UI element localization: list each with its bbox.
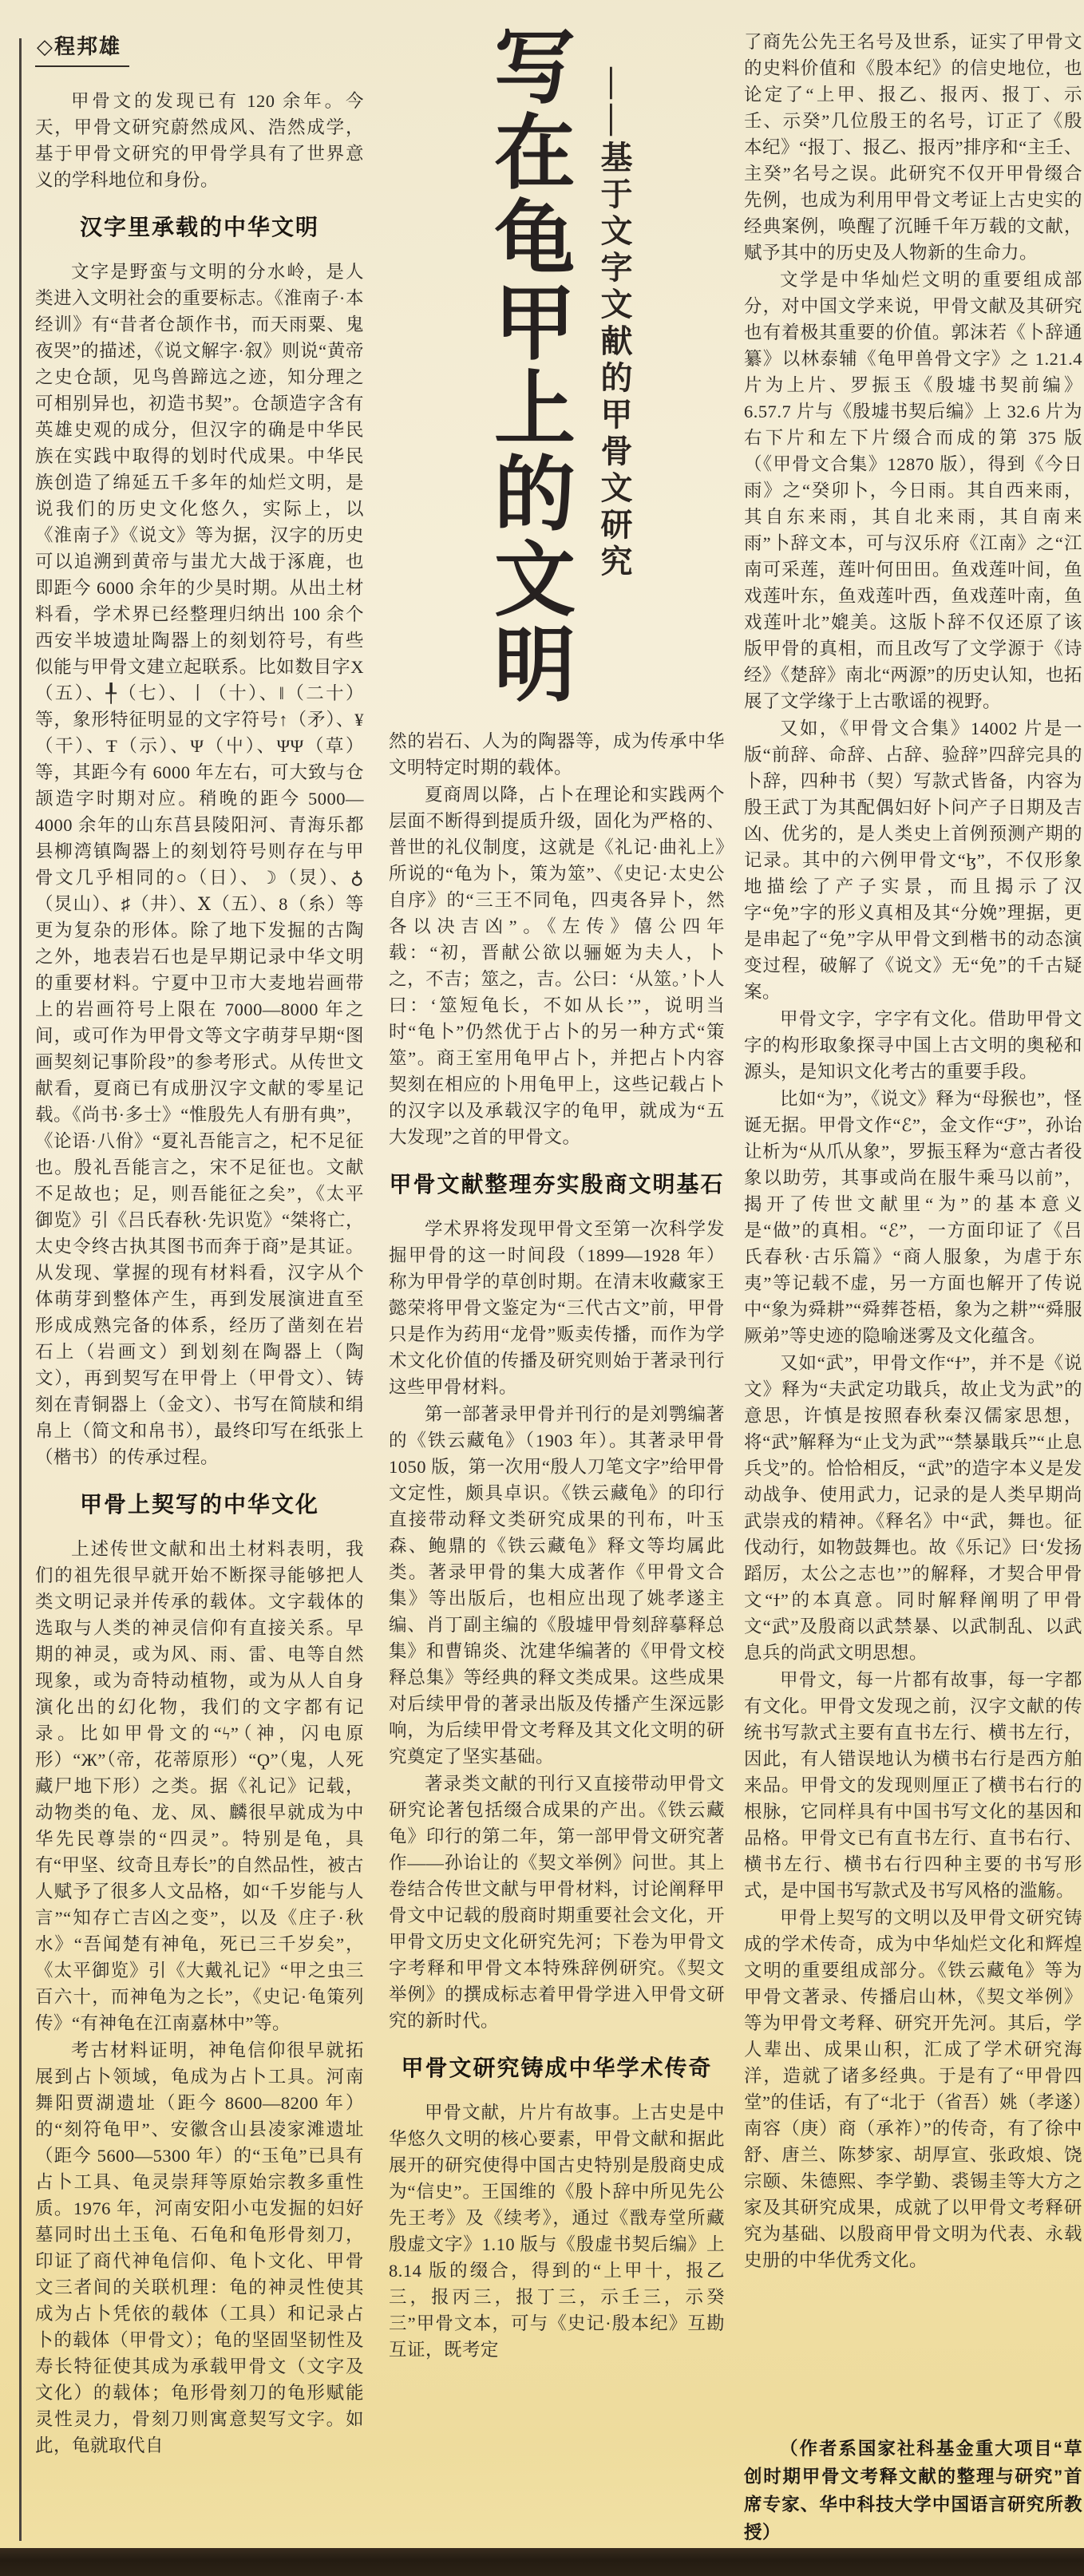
paragraph-divination: 夏商周以降，占卜在理论和实践两个层面不断得到提质升级，固化为严格的、普世的礼仪制度，这就是《礼记·曲礼上》所说的“龟为卜，策为筮”、《史记·太史公自序》的“三王不同龟，四夷各异卜，然各以决吉凶”。《左传》僖公四年载：“初，晋献公欲以骊姬为夫人，卜之，不吉；筮之，吉。公曰：‘从筮。’卜人曰：‘筮短龟长，不如从长’”，说明当时“龟卜”仍然优于占卜的另一种方式“策筮”。商王室用龟甲占卜，并把占卜内容契刻在相应的卜用龟甲上，这些记载占卜的汉字以及承载汉字的龟甲，就成为“五大发现”之首的甲骨文。 [389, 785, 725, 1147]
article-subtitle-vertical: ——基于文字文献的甲骨文研究 [596, 67, 632, 581]
page-bottom-border [0, 2548, 1084, 2576]
author-byline: ◇程邦雄 [35, 34, 129, 67]
paragraph-continuation: 了商先公先王名号及世系，证实了甲骨文的史料价值和《殷本纪》的信史地位，也论定了“上甲、报乙、报丙、报丁、示壬、示癸”几位殷王的名号，订正了《殷本纪》“报丁、报乙、报丙”排序和“主壬、主癸”名号之误。此研究不仅开甲骨缀合先例，也成为利用甲骨文考证上古史实的经典案例，唤醒了沉睡千年万载的文献，赋予其中的历史及人物新的生命力。 [744, 32, 1082, 263]
paragraph-literature-value: 文学是中华灿烂文明的重要组成部分，对中国文学来说，甲骨文献及其研究也有着极其重要的价值。郭沫若《卜辞通纂》以林泰辅《龟甲兽骨文字》之 1.21.4 片为上片、罗振玉《殷墟书契前编》6.57.7 片与《殷墟书契后编》上 32.6 片为右下片和左下片缀合而成的第 375 版（《甲骨文合集》12870 版），得到《今日雨》之“癸卯卜，今日雨。其自西来雨，其自东来雨，其自北来雨，其自南来雨”卜辞文本，可与汉乐府《江南》之“江南可采莲，莲叶何田田。鱼戏莲叶间，鱼戏莲叶东，鱼戏莲叶西，鱼戏莲叶南，鱼戏莲叶北”媲美。这版卜辞不仅还原了该版甲骨的真相，而且改写了文学源于《诗经》《楚辞》南北“两源”的历史认知，也拓展了文学缘于上古歌谣的视野。 [744, 270, 1082, 711]
column-2 [389, 728, 725, 2547]
paragraph-academic-legend: 甲骨文献，片片有故事。上古史是中华悠久文明的核心要素，甲骨文献和据此展开的研究使得中国古史特别是殷商史成为“信史”。王国维的《殷卜辞中所见先公先王考》及《续考》，通过《戬寿堂所藏殷虚文字》1.10 版与《殷虚书契后编》上 8.14 版的缀合，得到的“上甲十，报乙三，报丙三，报丁三，示壬三，示癸三”甲骨文本，可与《史记·殷本纪》互勘互证，既考定 [389, 2103, 725, 2360]
paragraph-wu-character: 又如“武”，甲骨文作“ϯ”，并不是《说文》释为“夫武定功戢兵，故止戈为武”的意思，许慎是按照春秋秦汉儒家思想，将“武”解释为“止戈为武”“禁暴戢兵”“止息兵戈”的。恰恰相反，“武”的造字本义是发动战争、使用武力，记录的是人类早期尚武崇戎的精神。《释名》中“武，舞也。征伐动行，如物鼓舞也。故《乐记》曰‘发扬蹈厉，太公之志也’”的解释，才契合甲骨文“ϯ”的本真意。同时解释阐明了甲骨文“武”及殷商以武禁暴、以武制乱、以武息兵的尚武文明思想。 [744, 1353, 1082, 1663]
paragraph-research-works: 著录类文献的刊行又直接带动甲骨文研究论著包括缀合成果的产出。《铁云藏龟》印行的第二年，第一部甲骨文研究著作——孙诒让的《契文举例》问世。其上卷结合传世文献与甲骨材料，讨论阐释甲骨文中记载的殷商时期重要社会文化，开甲骨文历史文化研究先河；下卷为甲骨文字考释和甲骨文本特殊辞例研究。《契文举例》的撰成标志着甲骨学进入甲骨文研究的新时代。 [389, 1774, 725, 2031]
section-heading-2: 甲骨上契写的中华文化 [79, 1492, 319, 1517]
article-title-vertical: 写在龟甲上的文明 [483, 24, 574, 707]
paragraph-heji-14002: 又如，《甲骨文合集》14002 片是一版“前辞、命辞、占辞、验辞”四辞完具的卜辞，四种书（契）写款式皆备，内容为殷王武丁为其配偶妇好卜问产子日期及吉凶、优劣的，是人类史上首例预测产期的记录。其中的六例甲骨文“ɮ”，不仅形象地描绘了产子实景，而且揭示了汉字“免”字的形义真相及其“分娩”理据，更是串起了“免”字从甲骨文到楷书的动态演变过程，破解了《说文》无“免”的千古疑案。 [744, 718, 1082, 1002]
paragraph-archaeology: 考古材料证明，神龟信仰很早就拓展到占卜领域，龟成为占卜工具。河南舞阳贾湖遗址（距今 8600—8200 年）的“刻符龟甲”、安徽含山县凌家滩遗址（距今 5600—5300 年）的“玉龟”已具有占卜工具、龟灵崇拜等原始宗教多重性质。1976 年，河南安阳小屯发掘的妇好墓同时出土玉龟、石龟和龟形骨刻刀，印证了商代神龟信仰、龟卜文化、甲骨文三者间的关联机理：龟的神灵性使其成为占卜凭依的载体（工具）和记录占卜的载体（甲骨文）；龟的坚固坚韧性及寿长特征使其成为承载甲骨文（文字及文化）的载体；龟形骨刻刀的龟形赋能灵性灵力，骨刻刀则寓意契写文字。如此，龟就取代自 [35, 2040, 364, 2455]
intro-paragraph: 甲骨文的发现已有 120 余年。今天，甲骨文研究蔚然成风、浩然成学，基于甲骨文研究的甲骨学具有了世界意义的学科地位和身份。 [35, 91, 364, 190]
section-heading-1: 汉字里承载的中华文明 [79, 215, 319, 239]
paragraph-tieyun-canggui: 第一部著录甲骨并刊行的是刘鹗编著的《铁云藏龟》（1903 年）。其著录甲骨 1050 版，第一次用“殷人刀笔文字”给甲骨文定性，颇具卓识。《铁云藏龟》的印行直接带动释文类研究成果的刊布，叶玉森、鲍鼎的《铁云藏龟》释文等均属此类。著录甲骨的集大成著作《甲骨文合集》等出版后，也相应出现了姚孝遂主编、肖丁副主编的《殷墟甲骨刻辞摹释总集》和曹锦炎、沈建华编著的《甲骨文校释总集》等经典的释文类成果。这些成果对后续甲骨的著录出版及传播产生深远影响，为后续甲骨文考释及其文化文明的研究奠定了坚实基础。 [389, 1404, 725, 1767]
paragraph-wei-character: 比如“为”，《说文》释为“母猴也”，怪诞无据。甲骨文作“ℰ”，金文作“ℱ”，孙诒让析为“从爪从象”，罗振玉释为“意古者役象以助劳，其事或尚在服牛乘马以前”，揭开了传世文献里“为”的基本意义是“做”的真相。“ℰ”，一方面印证了《吕氏春秋·古乐篇》“商人服象，为虐于东夷”等记载不虚，另一方面也解开了传说中“象为舜耕”“舜葬苍梧，象为之耕”“舜服厥弟”等史迹的隐喻迷雾及文化蕴含。 [744, 1089, 1082, 1346]
left-edge-rule [19, 38, 22, 2541]
paragraph-legacy: 甲骨上契写的文明以及甲骨文研究铸成的学术传奇，成为中华灿烂文化和辉煌文明的重要组成部分。《铁云藏龟》等为甲骨文著录、传播启山林，《契文举例》等为甲骨文考释、研究开先河。其后，学人辈出、成果山积，汇成了学术研究海洋，造就了诸多经典。于是有了“甲骨四堂”的佳话，有了“北于（省吾）姚（孝遂）南容（庚）商（承祚）”的传奇，有了徐中舒、唐兰、陈梦家、胡厚宣、张政烺、饶宗颐、朱德熙、李学勤、裘锡圭等大方之家及其研究成果，成就了以甲骨文考释研究为基础、以殷商甲骨文明为代表、永载史册的中华优秀文化。 [744, 1908, 1082, 2270]
column-1 [35, 34, 364, 2547]
paragraph-writing-direction: 甲骨文，每一片都有故事，每一字都有文化。甲骨文发现之前，汉字文献的传统书写款式主要有直书左行、横书左行，因此，有人错误地认为横书右行是西方舶来品。甲骨文的发现则厘正了横书右行的根脉，它同样具有中国书写文化的基因和品格。甲骨文已有直书左行、直书右行、横书左行、横书右行四种主要的书写形式，是中国书写款式及书写风格的滥觞。 [744, 1670, 1082, 1901]
section-heading-3: 甲骨文献整理夯实殷商文明基石 [389, 1172, 725, 1197]
paragraph-culture-on-bones: 上述传世文献和出土材料表明，我们的祖先很早就开始不断探寻能够把人类文明记录并传承的载体。文字载体的选取与人类的神灵信仰有直接关系。早期的神灵，或为风、雨、雷、电等自然现象，或为奇特动植物，或为从人自身演化出的幻化物，我们的文字都有记录。比如甲骨文的“ϟ”（神，闪电原形）“Ж”（帝，花蒂原形）“Ϙ”（鬼，人死藏尸地下形）之类。据《礼记》记载，动物类的龟、龙、凤、麟很早就成为中华先民尊崇的“四灵”。特别是龟，具有“甲坚、纹奇且寿长”的自然品性，被古人赋予了很多人文品格，如“千岁能与人言”“知存亡吉凶之变”，以及《庄子·秋水》“吾闻楚有神龟，死已三千岁矣”，《太平御览》引《大戴礼记》“甲之虫三百六十，而神龟为之长”，《史记·龟策列传》“有神龟在江南嘉林中”等。 [35, 1539, 364, 2033]
section-heading-4: 甲骨文研究铸成中华学术传奇 [401, 2056, 713, 2080]
paragraph-continuation: 然的岩石、人为的陶器等，成为传承中华文明特定时期的载体。 [389, 731, 725, 778]
column-3 [744, 29, 1082, 2547]
paragraph-origin-of-characters: 文字是野蛮与文明的分水岭，是人类进入文明社会的重要标志。《淮南子·本经训》有“昔者仓颉作书，而天雨粟、鬼夜哭”的描述，《说文解字·叙》则说“黄帝之史仓颉，见鸟兽蹄迒之迹，知分理之可相别异也，初造书契”。仓颉造字含有英雄史观的成分，但汉字的确是中华民族在实践中取得的划时代成果。中华民族创造了绵延五千多年的灿烂文明，是说我们的历史文化悠久，实际上，以《淮南子》《说文》等为据，汉字的历史可以追溯到黄帝与蚩尤大战于涿鹿，也即距今 6000 余年的少昊时期。从出土材料看，学术界已经整理归纳出 100 余个西安半坡遗址陶器上的刻划符号，有些似能与甲骨文建立起联系。比如数目字Χ（五）、╀（七）、丨（十）、‖（二十）等，象形特征明显的文字符号↑（矛）、¥（干）、Ŧ（示）、Ψ（屮）、ΨΨ（草）等，其距今有 6000 年左右，可大致与仓颉造字时期对应。稍晚的距今 5000—4000 余年的山东莒县陵阳河、青海乐都县柳湾镇陶器上的刻划符号则存在与甲骨文几乎相同的○（日）、☽（炅）、♁（炅山）、♯（井）、Ⅹ（五）、8（糸）等更为复杂的形体。除了地下发掘的古陶之外，地表岩石也是早期记录中华文明的重要材料。宁夏中卫市大麦地岩画带上的岩画符号上限在 7000—8000 年之间，或可作为甲骨文等文字萌芽早期“图画契刻记事阶段”的参考形式。从传世文献看，夏商已有成册汉字文献的零星记载。《尚书·多士》“惟殷先人有册有典”，《论语·八佾》“夏礼吾能言之，杞不足征也。殷礼吾能言之，宋不足征也。文献不足故也；足，则吾能征之矣”，《太平御览》引《吕氏春秋·先识览》“桀将亡，太史令终古执其图书而奔于商”是其证。从发现、掌握的现有材料看，汉字从个体萌芽到整体产生，再到发展演进直至形成成熟完备的体系，经历了凿刻在岩石上（岩画文）到划刻在陶器上（陶文），再到契写在甲骨上（甲骨文）、铸刻在青铜器上（金文）、书写在简牍和绢帛上（简文和帛书），最终印写在纸张上（楷书）的传承过程。 [35, 262, 364, 1467]
author-credit: （作者系国家社科基金重大项目“草创时期甲骨文考释文献的整理与研究”首席专家、华中科技大学中国语言研究所教授） [744, 2439, 1082, 2542]
paragraph-character-culture: 甲骨文字，字字有文化。借助甲骨文字的构形取象探寻中国上古文明的奥秘和源头，是知识文化考古的重要手段。 [744, 1009, 1082, 1082]
paragraph-early-period: 学术界将发现甲骨文至第一次科学发掘甲骨的这一时间段（1899—1928 年）称为甲骨学的草创时期。在清末收藏家王懿荣将甲骨文鉴定为“三代古文”前，甲骨只是作为药用“龙骨”贩卖传播，而作为学术文化价值的传播及研究则始于著录刊行这些甲骨材料。 [389, 1219, 725, 1397]
column-3-main [744, 29, 1082, 2435]
